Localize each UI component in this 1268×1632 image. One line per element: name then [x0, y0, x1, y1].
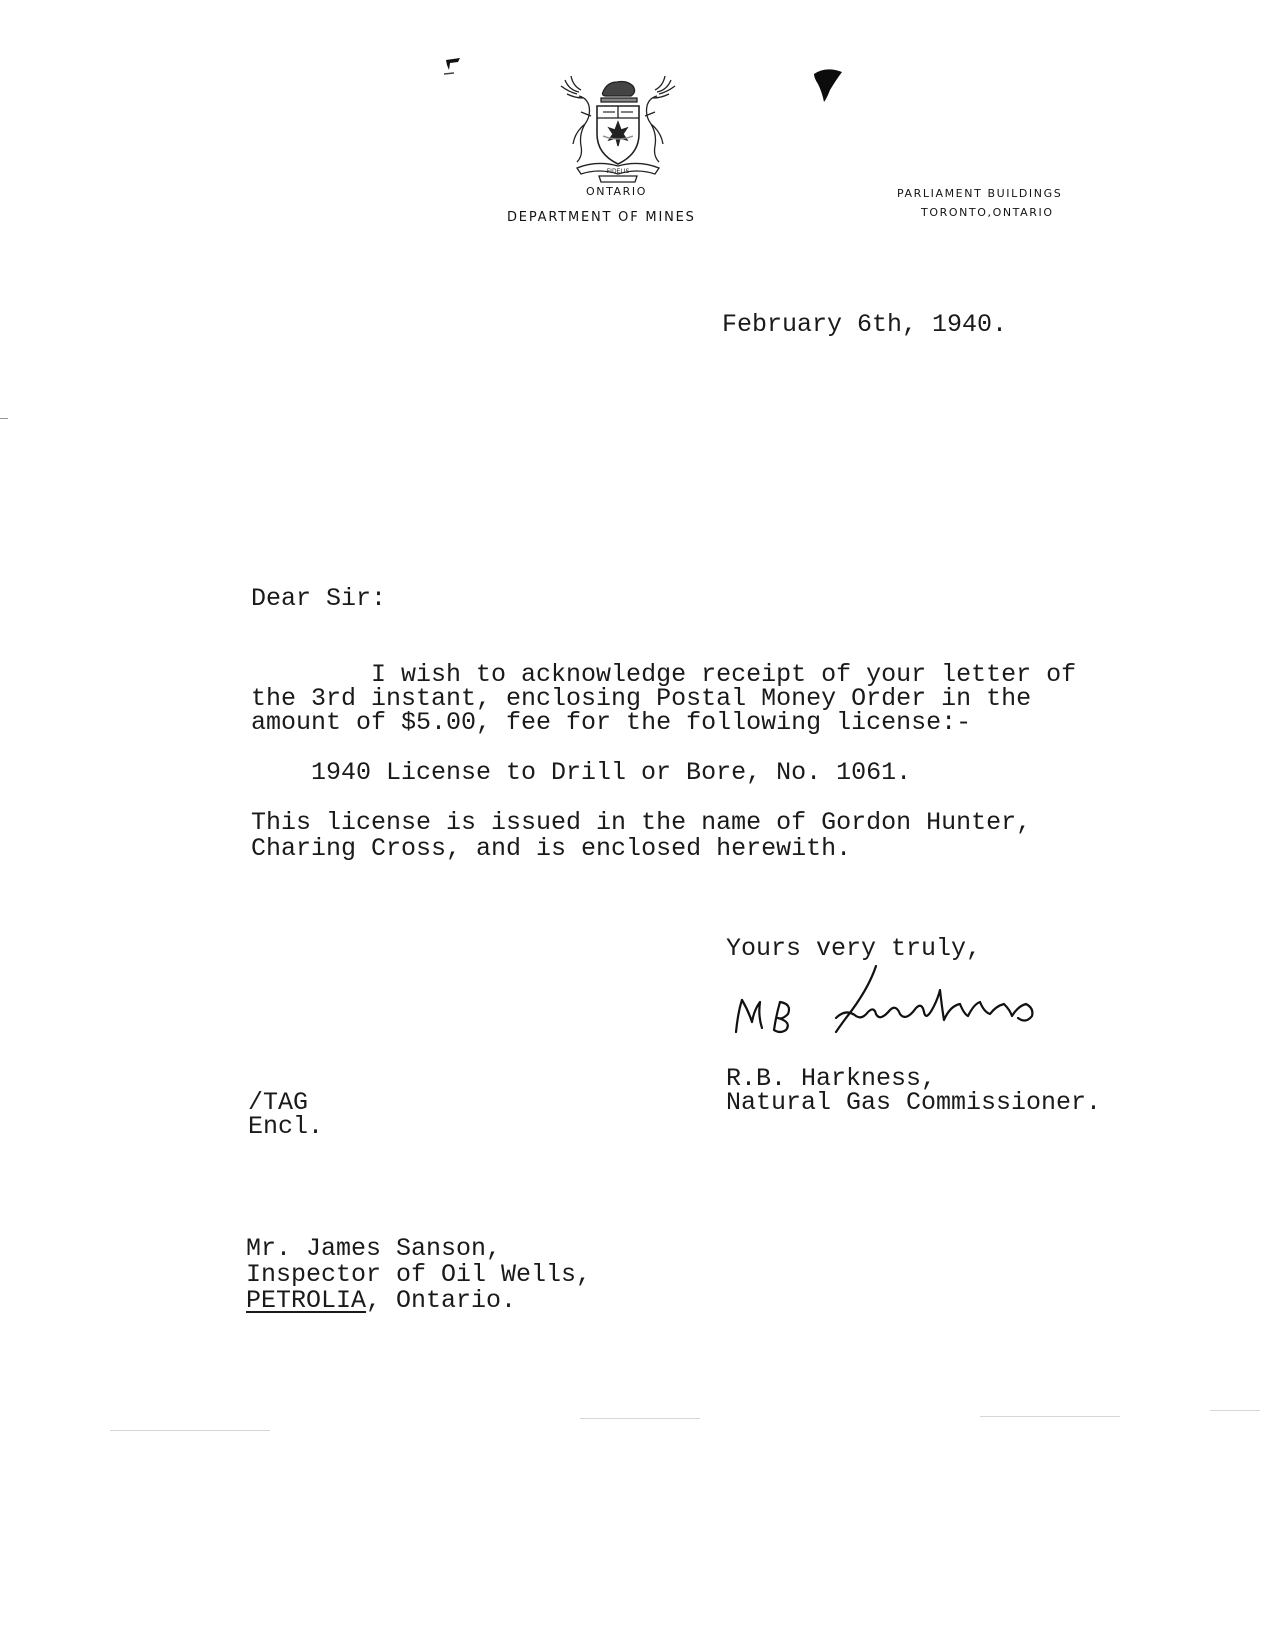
- scan-dash-1: [110, 1430, 270, 1431]
- body-paragraph-2-line-2: Charing Cross, and is enclosed herewith.: [251, 834, 852, 863]
- signer-name: R.B. Harkness,: [726, 1064, 937, 1093]
- letterhead-parliament: PARLIAMENT BUILDINGS: [897, 187, 1063, 200]
- reference-initials: /TAG: [248, 1088, 309, 1117]
- signer-title: Natural Gas Commissioner.: [726, 1088, 1102, 1117]
- letter-date: February 6th, 1940.: [722, 310, 1008, 339]
- scan-edge-left: [0, 418, 8, 419]
- scan-mark-left: [440, 56, 466, 82]
- salutation: Dear Sir:: [251, 584, 387, 613]
- license-line: 1940 License to Drill or Bore, No. 1061.: [311, 758, 912, 787]
- recipient-name: Mr. James Sanson,: [246, 1234, 502, 1263]
- scan-dash-2: [580, 1418, 700, 1419]
- body-paragraph-1-line-2: the 3rd instant, enclosing Postal Money Order in the: [251, 684, 1032, 713]
- scan-dash-4: [1210, 1410, 1260, 1411]
- recipient-province: , Ontario.: [366, 1286, 517, 1315]
- closing: Yours very truly,: [726, 934, 982, 963]
- enclosure-note: Encl.: [248, 1112, 324, 1141]
- scan-dash-3: [980, 1416, 1120, 1417]
- body-paragraph-1-line-3: amount of $5.00, fee for the following license:-: [251, 708, 972, 737]
- ontario-crest-icon: [557, 72, 679, 188]
- recipient-city: PETROLIA: [246, 1286, 367, 1315]
- recipient-address: [246, 1288, 516, 1314]
- recipient-position: Inspector of Oil Wells,: [246, 1260, 592, 1289]
- letterhead-department: DEPARTMENT OF MINES: [507, 210, 696, 225]
- body-paragraph-2-line-1: This license is issued in the name of Gordon Hunter,: [251, 808, 1032, 837]
- letterhead-ontario: ONTARIO: [586, 185, 648, 198]
- handwritten-signature: [728, 960, 1068, 1040]
- crest-motto: FIDELIS: [606, 168, 630, 175]
- scan-mark-right: [812, 66, 848, 106]
- body-paragraph-1-line-1: I wish to acknowledge receipt of your letter of: [251, 660, 1077, 689]
- letterhead-toronto: TORONTO,ONTARIO: [921, 206, 1054, 219]
